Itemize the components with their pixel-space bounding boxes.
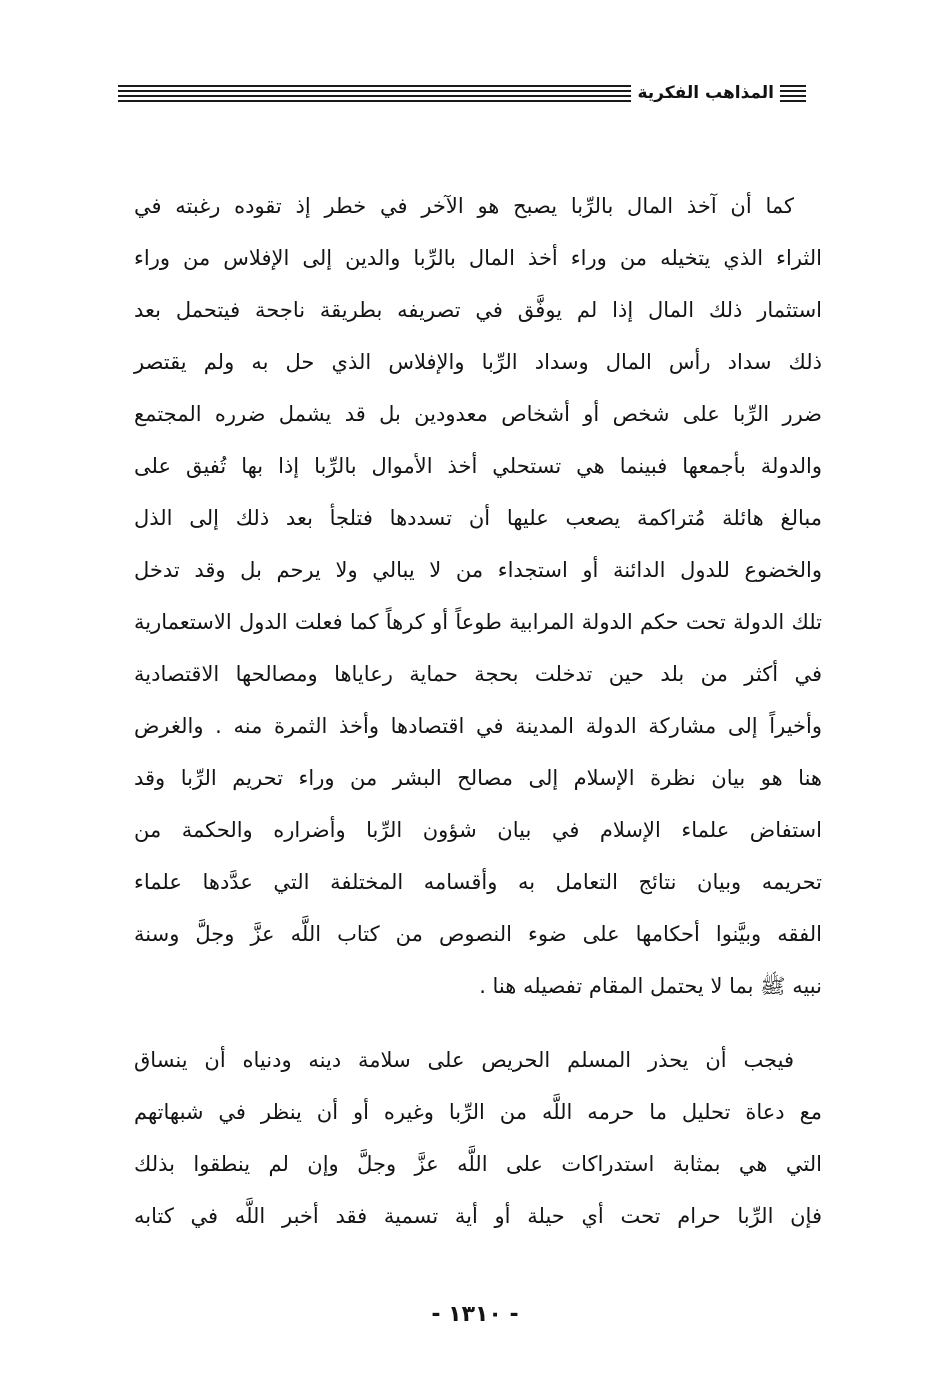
text-line: تلك الدولة تحت حكم الدولة المرابية طوعاً أو كرهاً كما فعلت الدول الاستعمارية: [134, 610, 822, 634]
text-line: فإن الرِّبا حرام تحت أي حيلة أو أية تسمية فقد أخبر اللَّه في كتابه: [134, 1204, 822, 1228]
text-line: والدولة بأجمعها فبينما هي تستحلي أخذ الأموال بالرِّبا إذا بها تُفيق على: [134, 454, 822, 478]
body-text: [134, 180, 822, 1242]
text-line: الثراء الذي يتخيله من وراء أخذ المال بالرِّبا والدين إلى الإفلاس من وراء: [134, 246, 822, 270]
paragraph-1: [134, 180, 822, 1012]
text-line: فيجب أن يحذر المسلم الحريص على سلامة دينه ودنياه أن ينساق: [134, 1048, 794, 1072]
paragraph-2: [134, 1034, 822, 1242]
text-line: والخضوع للدول الدائنة أو استجداء من لا يبالي ولا يرحم بل وقد تدخل: [134, 558, 822, 582]
text-line: كما أن آخذ المال بالرِّبا يصبح هو الآخر في خطر إذ تقوده رغبته في: [134, 194, 794, 218]
page-number: - ١٣١٠ -: [431, 1302, 519, 1327]
text-line: ضرر الرِّبا على شخص أو أشخاص معدودين بل قد يشمل ضرره المجتمع: [134, 402, 822, 426]
text-line: مع دعاة تحليل ما حرمه اللَّه من الرِّبا وغيره أو أن ينظر في شبهاتهم: [134, 1100, 822, 1124]
text-line: التي هي بمثابة استدراكات على اللَّه عزَّ وجلَّ وإن لم ينطقوا بذلك: [134, 1152, 822, 1176]
text-line: استثمار ذلك المال إذا لم يوفَّق في تصريفه بطريقة ناجحة فيتحمل بعد: [134, 298, 822, 322]
text-line: هنا هو بيان نظرة الإسلام إلى مصالح البشر من وراء تحريم الرِّبا وقد: [134, 766, 822, 790]
text-line: الفقه وبيَّنوا أحكامها على ضوء النصوص من كتاب اللَّه عزَّ وجلَّ وسنة: [134, 922, 822, 946]
text-line: ذلك سداد رأس المال وسداد الرِّبا والإفلاس الذي حل به ولم يقتصر: [134, 350, 822, 374]
text-line: نبيه ﷺ بما لا يحتمل المقام تفصيله هنا .: [479, 974, 822, 998]
header-rule-left: [118, 85, 631, 102]
text-line: في أكثر من بلد حين تدخلت بحجة حماية رعاياها ومصالحها الاقتصادية: [134, 662, 822, 686]
text-line: مبالغ هائلة مُتراكمة يصعب عليها أن تسددها فتلجأ بعد ذلك إلى الذل: [134, 506, 822, 530]
header-title: المذاهب الفكرية: [637, 83, 774, 103]
running-header: [118, 80, 806, 106]
header-rule-right: [780, 85, 806, 102]
text-line: تحريمه وبيان نتائج التعامل به وأقسامه المختلفة التي عدَّدها علماء: [134, 870, 822, 894]
paragraph-gap: [134, 1012, 822, 1034]
text-line: وأخيراً إلى مشاركة الدولة المدينة في اقتصادها وأخذ الثمرة منه . والغرض: [134, 714, 822, 738]
text-line: استفاض علماء الإسلام في بيان شؤون الرِّبا وأضراره والحكمة من: [134, 818, 822, 842]
